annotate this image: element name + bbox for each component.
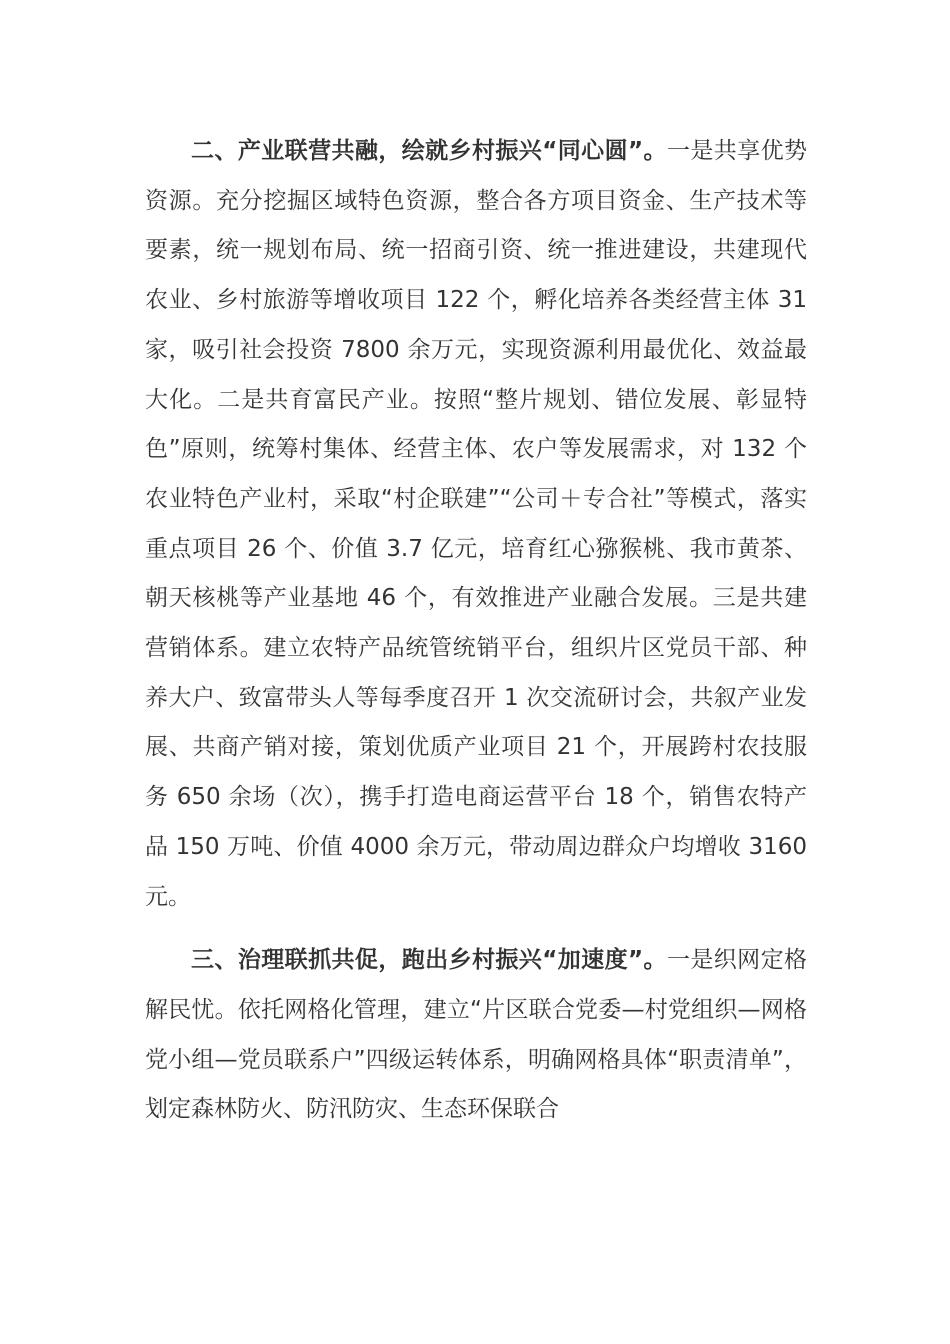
paragraph-text: 一是织网定格解民忧。依托网格化管理，建立“片区联合党委—村党组织—网格党小组—党员联系户”四级运转体系，明确网格具体“职责清单”，划定森林防火、防汛防灾、生态环保联合 bbox=[145, 947, 808, 1123]
paragraph-heading: 二、产业联营共融，绘就乡村振兴“同心圆”。 bbox=[191, 138, 667, 164]
paragraph-governance bbox=[145, 936, 807, 1135]
paragraph-heading: 三、治理联抓共促，跑出乡村振兴“加速度”。 bbox=[191, 947, 667, 974]
paragraph-industry bbox=[145, 127, 807, 922]
paragraph-text: 一是共享优势资源。充分挖掘区域特色资源，整合各方项目资金、生产技术等要素，统一规划布局、统一招商引资、统一推进建设，共建现代农业、乡村旅游等增收项目 122 个，孵化培养各类经营主体 31 家，吸引社会投资 7800 余万元，实现资源利用最优化、效益最大化。二是共育富民产业。按照“整片规划、错位发展、彰显特色”原则，统筹村集体、经营主体、农户等发展需求，对 132 个农业特色产业村，采取“村企联建”“公司＋专合社”等模式，落实重点项目 26 个、价值 3.7 亿元，培育红心猕猴桃、我市黄茶、朝天核桃等产业基地 46 个，有效推进产业融合发展。三是共建营销体系。建立农特产品统管统销平台，组织片区党员干部、种养大户、致富带头人等每季度召开 1 次交流研讨会，共叙产业发展、共商产销对接，策划优质产业项目 21 个，开展跨村农技服务 650 余场（次），携手打造电商运营平台 18 个，销售农特产品 150 万吨、价值 4000 余万元，带动周边群众户均增收 3160 元。 bbox=[145, 138, 808, 910]
document-body bbox=[145, 127, 807, 1135]
